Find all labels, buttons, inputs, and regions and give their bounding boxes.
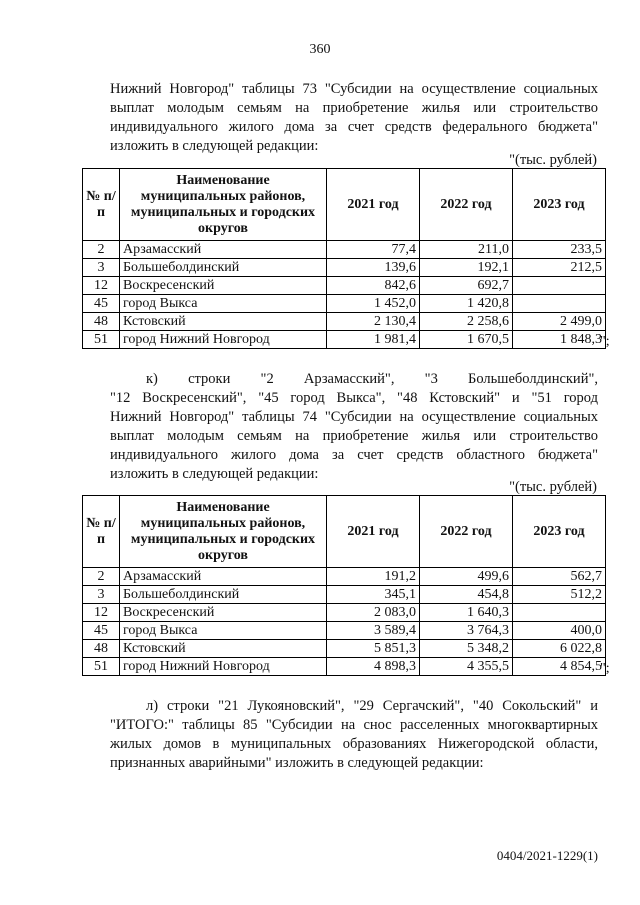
subsidy-table-regional xyxy=(82,495,606,676)
row-num: 3 xyxy=(83,586,120,604)
row-2021: 1 981,4 xyxy=(327,331,420,349)
row-2023: 400,0 xyxy=(513,622,606,640)
table-row xyxy=(83,640,606,658)
row-2021: 3 589,4 xyxy=(327,622,420,640)
row-num: 48 xyxy=(83,313,120,331)
table-row xyxy=(83,586,606,604)
header-2023: 2023 год xyxy=(513,169,606,241)
document-code: 0404/2021-1229(1) xyxy=(496,848,598,863)
header-2021: 2021 год xyxy=(327,169,420,241)
row-name: Арзамасский xyxy=(120,568,327,586)
header-num: № п/п xyxy=(83,496,120,568)
row-num: 45 xyxy=(83,295,120,313)
header-2022: 2022 год xyxy=(420,169,513,241)
row-2022: 2 258,6 xyxy=(420,313,513,331)
row-name: Воскресенский xyxy=(120,604,327,622)
para-l-line: жилых домов в муниципальных образованиях Нижегородской области, xyxy=(110,736,598,752)
row-2022: 192,1 xyxy=(420,259,513,277)
row-name: Большеболдинский xyxy=(120,586,327,604)
table-row xyxy=(83,658,606,676)
row-2022: 1 640,3 xyxy=(420,604,513,622)
row-2023 xyxy=(513,295,606,313)
row-2021: 1 452,0 xyxy=(327,295,420,313)
row-num: 12 xyxy=(83,277,120,295)
row-2023: 562,7 xyxy=(513,568,606,586)
row-2022: 4 355,5 xyxy=(420,658,513,676)
para-k-line: изложить в следующей редакции: xyxy=(110,466,319,482)
row-2022: 1 670,5 xyxy=(420,331,513,349)
para-k-line: индивидуального жилого дома за счет средств областного бюджета" xyxy=(110,447,598,463)
header-2023: 2023 год xyxy=(513,496,606,568)
row-num: 2 xyxy=(83,241,120,259)
row-2023: 2 499,0 xyxy=(513,313,606,331)
row-2023: 1 848,3 xyxy=(513,331,606,349)
row-2021: 4 898,3 xyxy=(327,658,420,676)
row-num: 12 xyxy=(83,604,120,622)
row-name: город Нижний Новгород xyxy=(120,658,327,676)
table-row xyxy=(83,622,606,640)
row-name: город Нижний Новгород xyxy=(120,331,327,349)
row-name: Кстовский xyxy=(120,313,327,331)
row-2021: 5 851,3 xyxy=(327,640,420,658)
row-num: 51 xyxy=(83,658,120,676)
row-2023: 4 854,5 xyxy=(513,658,606,676)
row-2023: 6 022,8 xyxy=(513,640,606,658)
header-name: Наименование муниципальных районов, муниципальных и городских округов xyxy=(120,169,327,241)
row-2022: 3 764,3 xyxy=(420,622,513,640)
para-k-line: выплат молодым семьям на приобретение жилья или строительство xyxy=(110,428,598,444)
row-2022: 1 420,8 xyxy=(420,295,513,313)
para-l-line: признанных аварийными" изложить в следующей редакции: xyxy=(110,755,484,771)
para-k-line: Нижний Новгород" таблицы 74 "Субсидии на осуществление социальных xyxy=(110,409,598,425)
row-2023 xyxy=(513,277,606,295)
table-row xyxy=(83,277,606,295)
table-row xyxy=(83,568,606,586)
row-num: 51 xyxy=(83,331,120,349)
intro-paragraph xyxy=(110,80,598,156)
header-name: Наименование муниципальных районов, муниципальных и городских округов xyxy=(120,496,327,568)
intro-line: изложить в следующей редакции: xyxy=(110,138,319,154)
intro-line: выплат молодым семьям на приобретение жилья или строительство xyxy=(110,100,598,116)
row-name: Большеболдинский xyxy=(120,259,327,277)
table-row xyxy=(83,295,606,313)
table-closing-quote: "; xyxy=(600,334,610,349)
intro-line: Нижний Новгород" таблицы 73 "Субсидии на осуществление социальных xyxy=(110,81,598,97)
row-num: 45 xyxy=(83,622,120,640)
row-num: 2 xyxy=(83,568,120,586)
row-num: 3 xyxy=(83,259,120,277)
para-k-line: "12 Воскресенский", "45 город Выкса", "48 Кстовский" и "51 город xyxy=(110,390,598,406)
row-2021: 191,2 xyxy=(327,568,420,586)
row-2022: 692,7 xyxy=(420,277,513,295)
row-2021: 345,1 xyxy=(327,586,420,604)
row-2021: 2 130,4 xyxy=(327,313,420,331)
row-2023: 512,2 xyxy=(513,586,606,604)
table-row xyxy=(83,259,606,277)
header-2022: 2022 год xyxy=(420,496,513,568)
row-2023: 212,5 xyxy=(513,259,606,277)
row-2021: 139,6 xyxy=(327,259,420,277)
intro-line: индивидуального жилого дома за счет средств федерального бюджета" xyxy=(110,119,598,135)
paragraph-l xyxy=(110,697,598,773)
subsidy-table-federal xyxy=(82,168,606,349)
para-l-line: л) строки "21 Лукояновский", "29 Сергачский", "40 Сокольский" и xyxy=(146,698,598,714)
table-header-row xyxy=(83,496,606,568)
row-2022: 454,8 xyxy=(420,586,513,604)
row-2022: 211,0 xyxy=(420,241,513,259)
row-2021: 842,6 xyxy=(327,277,420,295)
header-num: № п/п xyxy=(83,169,120,241)
unit-label-1: "(тыс. рублей) xyxy=(509,152,597,168)
table-row xyxy=(83,331,606,349)
row-name: Арзамасский xyxy=(120,241,327,259)
table-row xyxy=(83,241,606,259)
row-2023: 233,5 xyxy=(513,241,606,259)
paragraph-k xyxy=(110,370,598,484)
row-name: Кстовский xyxy=(120,640,327,658)
table-row xyxy=(83,604,606,622)
table-header-row xyxy=(83,169,606,241)
row-name: Воскресенский xyxy=(120,277,327,295)
row-2022: 499,6 xyxy=(420,568,513,586)
row-2021: 77,4 xyxy=(327,241,420,259)
unit-label-2: "(тыс. рублей) xyxy=(509,479,597,495)
table-closing-quote: "; xyxy=(600,661,610,676)
row-2023 xyxy=(513,604,606,622)
row-name: город Выкса xyxy=(120,295,327,313)
page-number: 360 xyxy=(309,42,331,57)
row-2022: 5 348,2 xyxy=(420,640,513,658)
row-num: 48 xyxy=(83,640,120,658)
para-l-line: "ИТОГО:" таблицы 85 "Субсидии на снос расселенных многоквартирных xyxy=(110,717,598,733)
para-k-line: к) строки "2 Арзамасский", "3 Большеболдинский", xyxy=(146,371,598,387)
row-2021: 2 083,0 xyxy=(327,604,420,622)
table-row xyxy=(83,313,606,331)
header-2021: 2021 год xyxy=(327,496,420,568)
row-name: город Выкса xyxy=(120,622,327,640)
